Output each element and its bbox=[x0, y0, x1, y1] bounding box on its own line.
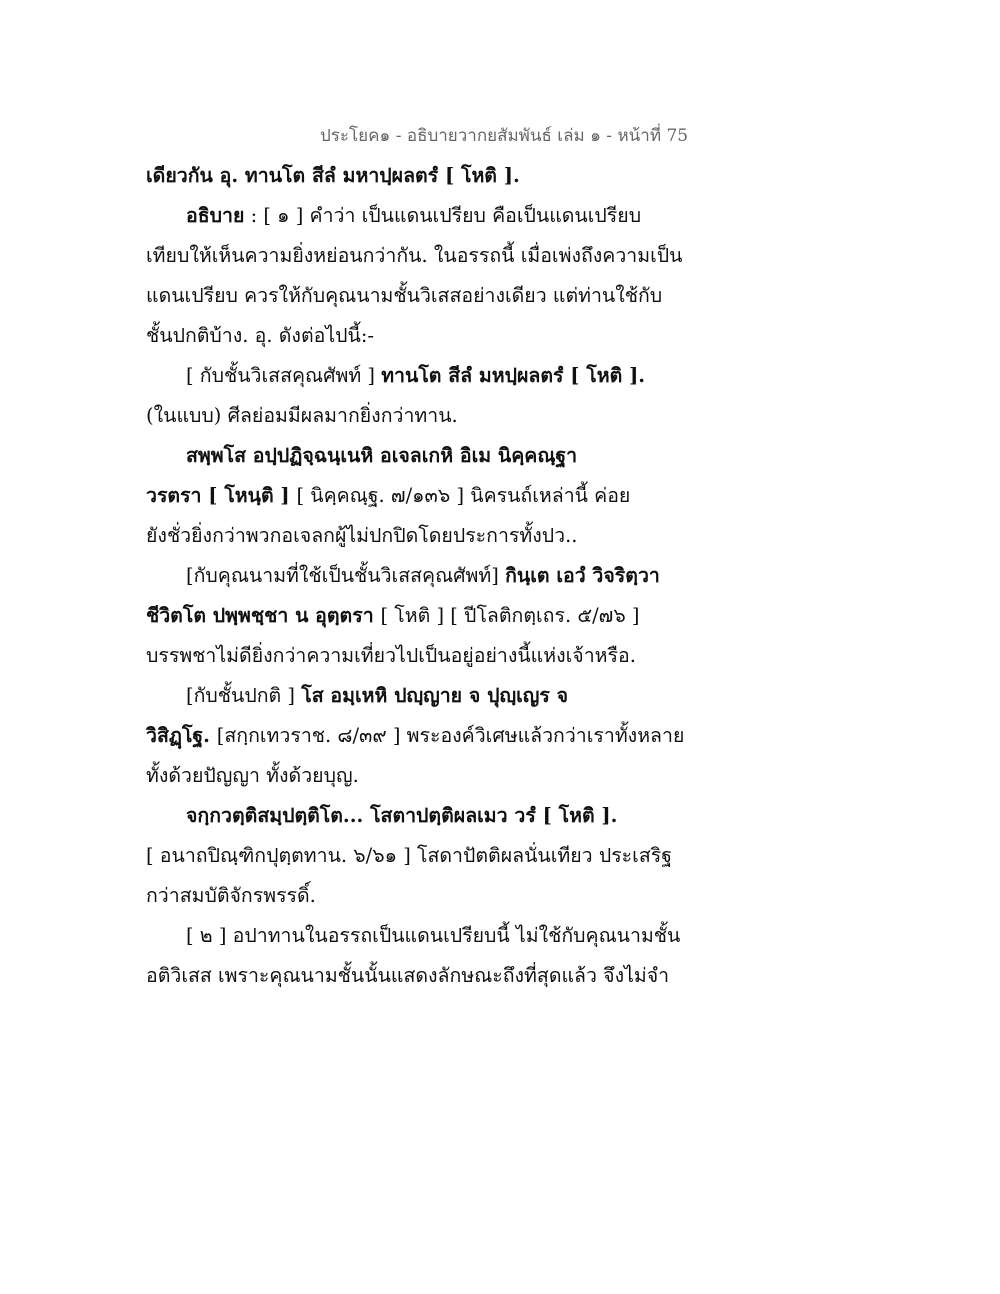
text-line-3 bbox=[146, 244, 706, 267]
text-line-18 bbox=[146, 844, 706, 867]
text-run: อติวิเสส เพราะคุณนามชั้นนั้นแสดงลักษณะถึงที่สุดแล้ว จึงไม่จำ bbox=[146, 964, 670, 987]
text-run: [ อนาถปิณฺฑิกปุตฺตทาน. ๖/๖๑ ] โสดาปัตติผลนั่นเทียว ประเสริฐ bbox=[146, 844, 672, 867]
text-line-20 bbox=[186, 924, 706, 947]
text-run: แดนเปรียบ ควรให้กับคุณนามชั้นวิเสสอย่างเดียว แต่ท่านใช้กับ bbox=[146, 284, 663, 307]
text-line-12 bbox=[146, 604, 706, 627]
text-line-16 bbox=[146, 764, 706, 787]
text-line-13 bbox=[146, 644, 706, 667]
text-run: วรตรา [ โหนฺติ ] bbox=[146, 484, 297, 507]
text-run: บรรพชาไม่ดียิ่งกว่าความเที่ยวไปเป็นอยู่อย่างนี้แห่งเจ้าหรือ. bbox=[146, 644, 636, 667]
text-run: [สกฺกเทวราช. ๘/๓๙ ] พระองค์วิเศษแล้วกว่าเราทั้งหลาย bbox=[216, 724, 685, 747]
text-run: [กับคุณนามที่ใช้เป็นชั้นวิเสสคุณศัพท์] bbox=[186, 564, 506, 587]
text-line-19 bbox=[146, 884, 706, 907]
text-line-15 bbox=[146, 724, 706, 747]
page-header: ประโยค๑ - อธิบายวากยสัมพันธ์ เล่ม ๑ - หน้าที่ 75 bbox=[320, 126, 689, 146]
text-line-4 bbox=[146, 284, 706, 307]
text-run: เทียบให้เห็นความยิ่งหย่อนกว่ากัน. ในอรรถนี้ เมื่อเพ่งถึงความเป็น bbox=[146, 244, 683, 267]
text-run: (ในแบบ) ศีลย่อมมีผลมากยิ่งกว่าทาน. bbox=[146, 404, 458, 427]
text-line-8 bbox=[186, 444, 706, 467]
text-run: กว่าสมบัติจักรพรรดิ์. bbox=[146, 884, 316, 907]
text-run: [ กับชั้นวิเสสคุณศัพท์ ] bbox=[186, 364, 382, 387]
text-run: อธิบาย bbox=[186, 204, 245, 227]
text-run: ทานโต สีลํ มหปฺผลตรํ [ โหติ ]. bbox=[381, 364, 646, 387]
text-run: [กับชั้นปกติ ] bbox=[186, 684, 302, 707]
text-run: ชีวิตโต ปพฺพชฺชา น อุตฺตรา bbox=[146, 604, 381, 627]
text-line-1 bbox=[146, 164, 706, 187]
text-line-17 bbox=[186, 804, 706, 827]
text-line-21 bbox=[146, 964, 706, 987]
text-line-14 bbox=[186, 684, 706, 707]
text-run: [ ๒ ] อปาทานในอรรถเป็นแดนเปรียบนี้ ไม่ใช้กับคุณนามชั้น bbox=[186, 924, 681, 947]
text-run: สพฺพโส อปฺปฏิจฺฉนฺเนหิ อเจลเกหิ อิเม นิคฺคณฺฐา bbox=[186, 444, 578, 467]
text-run: โส อมฺเหหิ ปญฺญาย จ ปุญฺเญร จ bbox=[301, 684, 569, 707]
text-run: ยังชั่วยิ่งกว่าพวกอเจลกผู้ไม่ปกปิดโดยประการทั้งปว.. bbox=[146, 524, 578, 547]
text-run: วิสิฏฺโฐ. bbox=[146, 724, 217, 747]
text-run: [ โหติ ] [ ปีโลติกตฺเถร. ๕/๗๖ ] bbox=[380, 604, 640, 627]
text-run: จกฺกวตฺติสมฺปตฺติโต... โสตาปตฺติผลเมว วรํ [ โหติ ]. bbox=[186, 804, 618, 827]
text-run: : [ ๑ ] คำว่า เป็นแดนเปรียบ คือเป็นแดนเปรียบ bbox=[244, 204, 642, 227]
text-line-7 bbox=[146, 404, 706, 427]
text-line-5 bbox=[146, 324, 706, 347]
text-line-11 bbox=[186, 564, 706, 587]
text-line-2 bbox=[186, 204, 706, 227]
text-line-9 bbox=[146, 484, 706, 507]
text-line-10 bbox=[146, 524, 706, 547]
text-run: ทั้งด้วยปัญญา ทั้งด้วยบุญ. bbox=[146, 764, 359, 787]
text-run: ชั้นปกติบ้าง. อุ. ดังต่อไปนี้:- bbox=[146, 324, 375, 347]
text-run: กินฺเต เอวํ วิจริตฺวา bbox=[505, 564, 660, 587]
text-line-6 bbox=[186, 364, 706, 387]
text-run: เดียวกัน อุ. ทานโต สีลํ มหาปฺผลตรํ [ โหติ ]. bbox=[146, 164, 520, 187]
text-run: [ นิคฺคณฺฐ. ๗/๑๓๖ ] นิครนถ์เหล่านี้ ค่อย bbox=[296, 484, 631, 507]
